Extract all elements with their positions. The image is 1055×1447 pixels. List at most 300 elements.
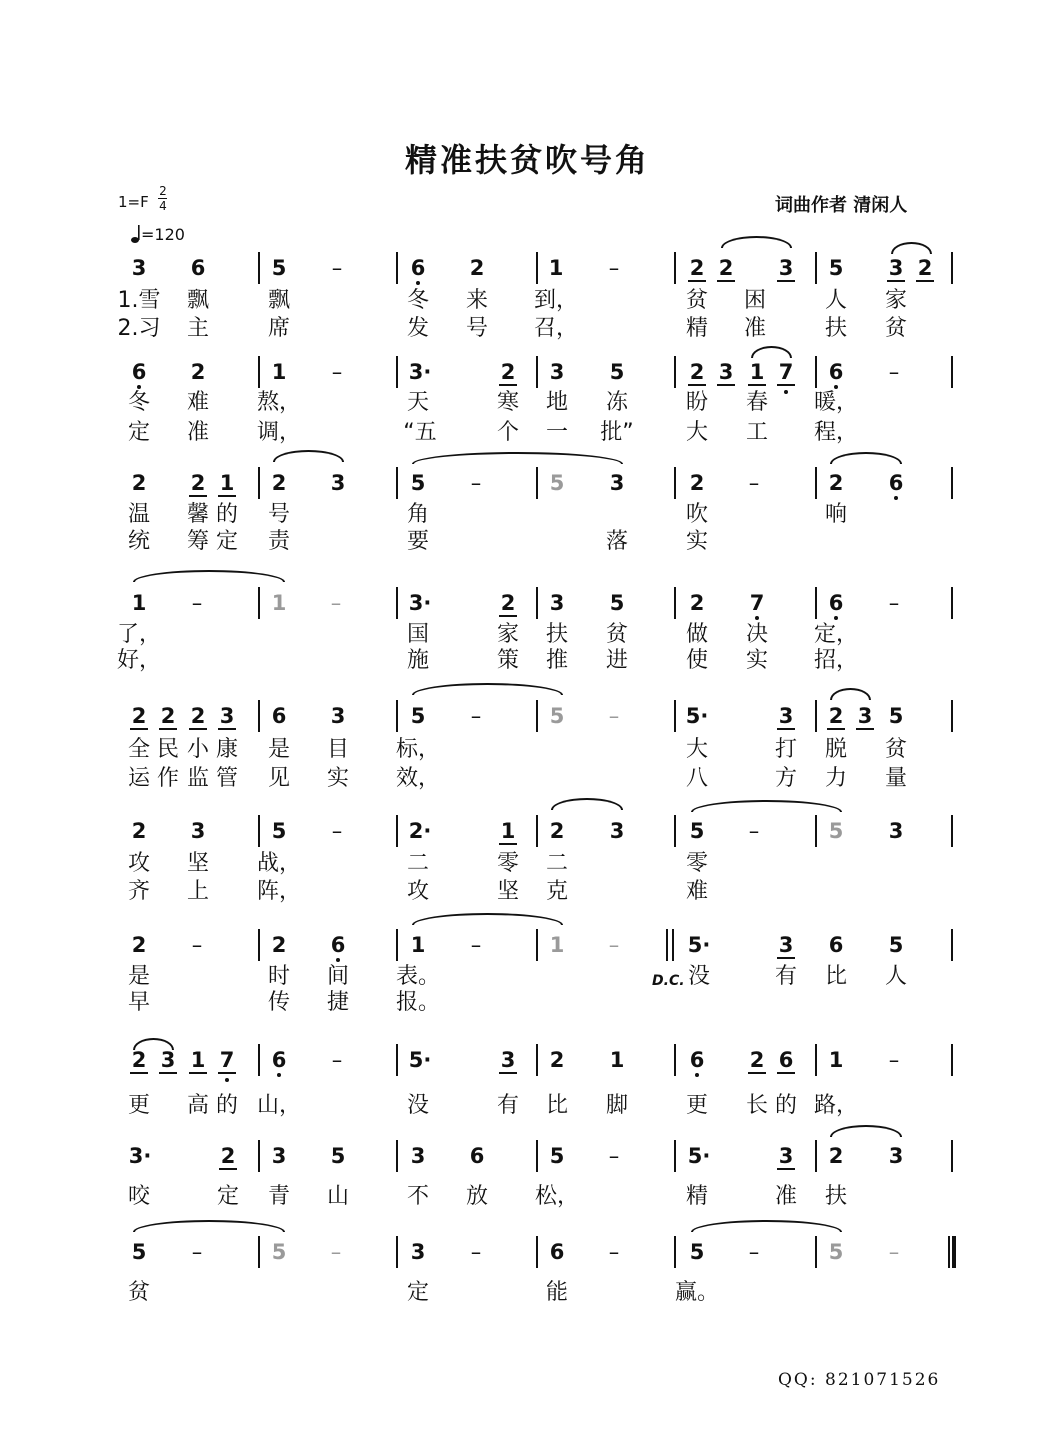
eighth-underline — [499, 843, 517, 845]
barline — [396, 1140, 398, 1172]
lyric-verse-2: 大 — [685, 420, 709, 445]
barline — [674, 356, 676, 388]
note: 5 — [271, 256, 287, 280]
note: 5 — [609, 360, 625, 384]
lyric-verse-2: 召， — [533, 316, 579, 341]
note: 1 — [271, 360, 287, 384]
barline — [396, 356, 398, 388]
note: 3 — [131, 256, 147, 280]
barline — [536, 1044, 538, 1076]
sustain-dash: – — [608, 704, 620, 728]
eighth-underline — [717, 384, 735, 386]
time-signature — [158, 185, 168, 212]
eighth-underline — [777, 1072, 795, 1074]
lyric-verse-1: 脱 — [824, 737, 848, 762]
note: 5 — [410, 704, 426, 728]
barline — [258, 815, 260, 847]
note: 1 — [749, 360, 765, 384]
barline — [674, 1140, 676, 1172]
lyric-verse-2: 克 — [545, 879, 569, 904]
note: 2 — [131, 933, 147, 957]
sustain-dash: – — [330, 1240, 342, 1264]
lyric-verse-1: 更 — [685, 1093, 709, 1118]
note: 3 — [778, 1144, 794, 1168]
lyric-verse-2: 监 — [186, 766, 210, 791]
eighth-underline — [159, 1072, 177, 1074]
barline — [951, 929, 953, 961]
barline — [815, 252, 817, 284]
slur — [691, 800, 842, 812]
lyric-verse-1: 时 — [267, 964, 291, 989]
barline — [951, 1140, 953, 1172]
note: 5 — [828, 819, 844, 843]
note: 5 — [888, 704, 904, 728]
lyric-verse-1: 困 — [743, 288, 767, 313]
lyric-verse-1: 民 — [156, 737, 180, 762]
eighth-underline — [688, 384, 706, 386]
lyric-verse-1: 冻 — [605, 390, 629, 415]
lyric-verse-2: 席 — [267, 316, 291, 341]
note: 2 — [131, 819, 147, 843]
lyric-verse-1: 二 — [545, 851, 569, 876]
low-octave-dot — [277, 1073, 281, 1077]
lyric-verse-1: 不 — [406, 1184, 430, 1209]
eighth-underline — [218, 1072, 236, 1074]
sustain-dash: – — [748, 471, 760, 495]
barline — [536, 815, 538, 847]
note: 3 — [778, 933, 794, 957]
barline — [951, 587, 953, 619]
note: 5 — [549, 704, 565, 728]
eighth-underline — [130, 1072, 148, 1074]
lyric-verse-1: 脚 — [605, 1093, 629, 1118]
lyric-verse-2: 策 — [496, 648, 520, 673]
barline — [396, 467, 398, 499]
lyric-verse-2: 量 — [884, 766, 908, 791]
lyric-verse-2: 齐 — [127, 879, 151, 904]
barline — [674, 587, 676, 619]
note: 5· — [408, 1048, 432, 1072]
lyric-verse-2: 施 — [406, 648, 430, 673]
note: 2 — [500, 360, 516, 384]
barline — [815, 356, 817, 388]
lyric-verse-2: 捷 — [326, 990, 350, 1015]
note: 6 — [828, 933, 844, 957]
lyric-verse-2: 定 — [215, 529, 239, 554]
tempo-value: =120 — [141, 225, 185, 244]
note: 6 — [469, 1144, 485, 1168]
lyric-verse-1: 没 — [687, 964, 711, 989]
barline — [815, 1140, 817, 1172]
note: 6 — [330, 933, 346, 957]
lyric-verse-1: 精 — [685, 1184, 709, 1209]
barline — [815, 1044, 817, 1076]
eighth-underline — [499, 615, 517, 617]
lyric-verse-2: 方 — [774, 766, 798, 791]
lyric-verse-2: 责 — [267, 529, 291, 554]
lyric-verse-2: 工 — [745, 420, 769, 445]
note: 2 — [500, 591, 516, 615]
lyric-verse-2: 实 — [745, 648, 769, 673]
eighth-underline — [856, 728, 874, 730]
note: 3 — [410, 1144, 426, 1168]
barline — [396, 587, 398, 619]
lyric-verse-1: 盼 — [685, 390, 709, 415]
barline — [815, 700, 817, 732]
lyric-verse-1: 飘 — [186, 288, 210, 313]
lyric-verse-1: 国 — [406, 622, 430, 647]
barline — [536, 929, 538, 961]
lyric-verse-1: 康 — [215, 737, 239, 762]
note: 2 — [828, 1144, 844, 1168]
low-octave-dot — [137, 385, 141, 389]
lyric-verse-1: 馨 — [186, 502, 210, 527]
lyric-verse-2: 批” — [600, 420, 634, 445]
low-octave-dot — [416, 281, 420, 285]
qq-number: QQ: 821071526 — [778, 1370, 941, 1390]
eighth-underline — [748, 384, 766, 386]
barline — [815, 467, 817, 499]
note: 1 — [219, 471, 235, 495]
lyric-verse-2: 好， — [116, 648, 162, 673]
lyric-verse-1: 扶 — [545, 622, 569, 647]
barline — [536, 587, 538, 619]
lyric-verse-2: 准 — [743, 316, 767, 341]
lyric-verse-1: 没 — [406, 1093, 430, 1118]
slur — [412, 913, 563, 925]
note: 5 — [271, 1240, 287, 1264]
lyric-verse-2: 见 — [267, 766, 291, 791]
note: 2 — [689, 256, 705, 280]
lyric-verse-1: 1.雪 — [117, 288, 161, 313]
sustain-dash: – — [330, 591, 342, 615]
note: 1 — [271, 591, 287, 615]
note: 5 — [271, 819, 287, 843]
lyric-verse-1: 飘 — [267, 288, 291, 313]
slur — [830, 688, 871, 700]
lyric-verse-2: 推 — [545, 648, 569, 673]
low-octave-dot — [784, 390, 788, 394]
note: 6 — [131, 360, 147, 384]
time-signature-bottom: 4 — [159, 199, 167, 213]
barline — [536, 700, 538, 732]
barline — [815, 587, 817, 619]
note: 2 — [917, 256, 933, 280]
lyric-verse-1: 定， — [813, 622, 859, 647]
lyric-verse-2: 坚 — [496, 879, 520, 904]
note: 2 — [190, 704, 206, 728]
barline — [815, 1236, 817, 1268]
barline — [951, 815, 953, 847]
eighth-underline — [189, 1072, 207, 1074]
note: 5 — [888, 933, 904, 957]
quarter-note-icon — [131, 224, 141, 244]
note: 2 — [689, 471, 705, 495]
sustain-dash: – — [608, 1240, 620, 1264]
slur — [721, 236, 792, 248]
note: 2 — [549, 1048, 565, 1072]
lyric-verse-1: 能 — [545, 1280, 569, 1305]
note: 6 — [190, 256, 206, 280]
low-octave-dot — [225, 1078, 229, 1082]
note: 5 — [549, 1144, 565, 1168]
note: 1 — [609, 1048, 625, 1072]
barline — [396, 700, 398, 732]
lyric-verse-1: 比 — [824, 964, 848, 989]
lyric-verse-2: 难 — [685, 879, 709, 904]
note: 7 — [219, 1048, 235, 1072]
dc-marking: D.C. — [652, 973, 685, 989]
lyric-verse-1: 地 — [545, 390, 569, 415]
note: 5 — [549, 471, 565, 495]
note: 6 — [778, 1048, 794, 1072]
barline — [258, 929, 260, 961]
barline — [536, 1140, 538, 1172]
lyric-verse-1: 坚 — [186, 851, 210, 876]
slur — [751, 346, 792, 358]
note: 5 — [828, 1240, 844, 1264]
note: 1 — [828, 1048, 844, 1072]
note: 5 — [689, 819, 705, 843]
note: 6 — [271, 704, 287, 728]
lyric-verse-2: 进 — [605, 648, 629, 673]
note: 5· — [687, 1144, 711, 1168]
lyric-verse-1: 二 — [406, 851, 430, 876]
sustain-dash: – — [331, 256, 343, 280]
eighth-underline — [499, 384, 517, 386]
lyric-verse-2: 贫 — [884, 316, 908, 341]
note: 6 — [689, 1048, 705, 1072]
lyric-verse-2: 要 — [406, 529, 430, 554]
note: 5 — [131, 1240, 147, 1264]
note: 2 — [749, 1048, 765, 1072]
lyric-verse-1: 长 — [745, 1093, 769, 1118]
lyric-verse-1: 目 — [326, 737, 350, 762]
note: 3 — [190, 819, 206, 843]
note: 1 — [549, 933, 565, 957]
barline — [396, 815, 398, 847]
sustain-dash: – — [748, 1240, 760, 1264]
lyric-verse-2: 早 — [127, 990, 151, 1015]
lyric-verse-1: 大 — [685, 737, 709, 762]
lyric-verse-1: 决 — [745, 622, 769, 647]
time-signature-top: 2 — [159, 184, 167, 198]
note: 3· — [408, 360, 432, 384]
lyric-verse-1: 冬 — [406, 288, 430, 313]
eighth-underline — [159, 728, 177, 730]
slur — [133, 1220, 285, 1232]
note: 3 — [160, 1048, 176, 1072]
lyric-verse-1: 松， — [534, 1184, 580, 1209]
note: 6 — [828, 591, 844, 615]
note: 1 — [131, 591, 147, 615]
lyric-verse-1: 定 — [216, 1184, 240, 1209]
note: 1 — [190, 1048, 206, 1072]
note: 2 — [190, 360, 206, 384]
lyric-verse-2: 八 — [685, 766, 709, 791]
eighth-underline — [189, 495, 207, 497]
lyric-verse-1: 贫 — [605, 622, 629, 647]
note: 5 — [330, 1144, 346, 1168]
note: 3 — [888, 1144, 904, 1168]
low-octave-dot — [336, 958, 340, 962]
barline — [951, 1044, 953, 1076]
note: 2 — [469, 256, 485, 280]
lyric-verse-2: 传 — [267, 990, 291, 1015]
song-title: 精准扶贫吹号角 — [404, 141, 650, 179]
sustain-dash: – — [888, 1048, 900, 1072]
lyric-verse-1: 难 — [186, 390, 210, 415]
sustain-dash: – — [888, 1240, 900, 1264]
lyric-verse-1: 的 — [215, 1093, 239, 1118]
lyric-verse-2: 运 — [127, 766, 151, 791]
sustain-dash: – — [191, 591, 203, 615]
note: 3 — [500, 1048, 516, 1072]
eighth-underline — [777, 728, 795, 730]
note: 5 — [828, 256, 844, 280]
barline — [674, 252, 676, 284]
sustain-dash: – — [331, 360, 343, 384]
barline — [951, 356, 953, 388]
sustain-dash: – — [748, 819, 760, 843]
lyric-verse-1: 定 — [406, 1280, 430, 1305]
note: 2 — [828, 471, 844, 495]
eighth-underline — [916, 280, 934, 282]
lyric-verse-1: 做 — [685, 622, 709, 647]
note: 2 — [271, 933, 287, 957]
barline — [258, 467, 260, 499]
note: 3 — [330, 471, 346, 495]
barline — [815, 815, 817, 847]
slur — [830, 1125, 902, 1137]
eighth-underline — [218, 728, 236, 730]
lyric-verse-2: 招， — [813, 648, 859, 673]
barline — [258, 252, 260, 284]
barline — [536, 1236, 538, 1268]
lyric-verse-2: 实 — [326, 766, 350, 791]
note: 3 — [778, 704, 794, 728]
sustain-dash: – — [331, 819, 343, 843]
note: 3 — [888, 819, 904, 843]
lyric-verse-2: “五 — [403, 420, 437, 445]
eighth-underline — [777, 280, 795, 282]
lyric-verse-2: 上 — [186, 879, 210, 904]
lyric-verse-1: 角 — [406, 502, 430, 527]
note: 2 — [689, 591, 705, 615]
barline — [674, 815, 676, 847]
note: 2 — [549, 819, 565, 843]
note: 6 — [549, 1240, 565, 1264]
eighth-underline — [499, 1072, 517, 1074]
eighth-underline — [748, 1072, 766, 1074]
slur — [133, 1038, 174, 1050]
lyric-verse-2: 精 — [685, 316, 709, 341]
eighth-underline — [777, 384, 795, 386]
lyric-verse-1: 赢。 — [674, 1280, 720, 1305]
lyric-verse-2: 准 — [186, 420, 210, 445]
note: 3 — [219, 704, 235, 728]
lyric-verse-1: 零 — [496, 851, 520, 876]
sustain-dash: – — [191, 933, 203, 957]
low-octave-dot — [894, 496, 898, 500]
note: 2 — [131, 1048, 147, 1072]
sustain-dash: – — [470, 933, 482, 957]
note: 3 — [888, 256, 904, 280]
sustain-dash: – — [470, 1240, 482, 1264]
lyric-verse-1: 到， — [533, 288, 579, 313]
note: 3· — [408, 591, 432, 615]
lyric-verse-1: 来 — [465, 288, 489, 313]
lyric-verse-2: 统 — [127, 529, 151, 554]
note: 5 — [410, 471, 426, 495]
note: 5 — [689, 1240, 705, 1264]
note: 5· — [687, 933, 711, 957]
note: 3 — [330, 704, 346, 728]
lyric-verse-2: 个 — [496, 420, 520, 445]
final-barline — [948, 1236, 956, 1268]
barline — [536, 356, 538, 388]
sustain-dash: – — [470, 704, 482, 728]
lyric-verse-1: 人 — [824, 288, 848, 313]
lyric-verse-2: 管 — [215, 766, 239, 791]
barline — [258, 587, 260, 619]
barline — [396, 929, 398, 961]
note: 1 — [500, 819, 516, 843]
lyric-verse-2: 发 — [406, 316, 430, 341]
lyric-verse-1: 是 — [127, 964, 151, 989]
lyric-verse-1: 寒 — [496, 390, 520, 415]
lyric-verse-1: 标， — [395, 737, 441, 762]
lyric-verse-1: 暖， — [813, 390, 859, 415]
lyric-verse-2: 实 — [685, 529, 709, 554]
note: 3 — [778, 256, 794, 280]
note: 3 — [718, 360, 734, 384]
author-credit: 词曲作者 清闲人 — [775, 195, 908, 216]
note: 5 — [609, 591, 625, 615]
barline — [674, 1236, 676, 1268]
lyric-verse-1: 攻 — [127, 851, 151, 876]
slur — [830, 452, 902, 464]
barline — [536, 252, 538, 284]
lyric-verse-1: 全 — [127, 737, 151, 762]
lyric-verse-1: 贫 — [884, 737, 908, 762]
lyric-verse-1: 青 — [267, 1184, 291, 1209]
note: 2 — [689, 360, 705, 384]
lyric-verse-1: 的 — [215, 502, 239, 527]
note: 3· — [128, 1144, 152, 1168]
lyric-verse-1: 打 — [774, 737, 798, 762]
sustain-dash: – — [470, 471, 482, 495]
lyric-verse-1: 是 — [267, 737, 291, 762]
barline — [396, 1044, 398, 1076]
sustain-dash: – — [888, 360, 900, 384]
lyric-verse-1: 人 — [884, 964, 908, 989]
lyric-verse-1: 比 — [545, 1093, 569, 1118]
barline — [258, 700, 260, 732]
note: 6 — [410, 256, 426, 280]
key-signature: 1=F — [118, 193, 149, 211]
note: 2 — [131, 471, 147, 495]
low-octave-dot — [834, 385, 838, 389]
slur — [412, 452, 623, 464]
lyric-verse-2: 程， — [813, 420, 859, 445]
note: 2 — [718, 256, 734, 280]
note: 3 — [549, 591, 565, 615]
lyric-verse-2: 号 — [465, 316, 489, 341]
lyric-verse-2: 2.习 — [117, 316, 161, 341]
note: 2 — [131, 704, 147, 728]
lyric-verse-1: 高 — [186, 1093, 210, 1118]
